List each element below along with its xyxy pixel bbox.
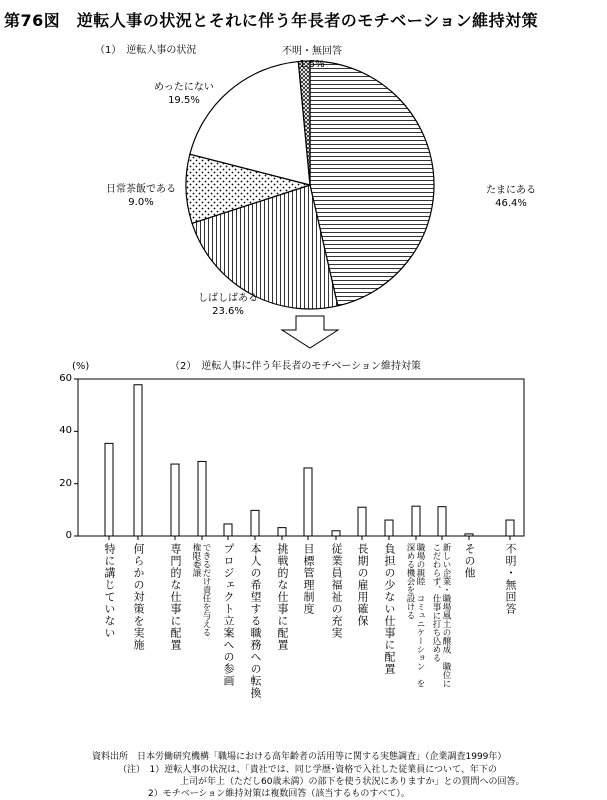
y-tick-label: 20 [59, 477, 72, 489]
pie-label-shibashiba [198, 292, 258, 318]
x-category-label [103, 543, 115, 639]
x-category-line: 深める機会を設ける [405, 543, 415, 620]
x-category-line: 何らかの対策を実施 [132, 543, 145, 651]
slice-label: 日常茶飯である [106, 184, 176, 195]
source-note: 資料出所 日本労働研究機構「職場における高年齢者の活用等に関する実態調査」（企業調査1999年） [92, 752, 507, 762]
x-category-label [383, 543, 395, 675]
slice-label: 不明・無回答 [282, 46, 342, 57]
bar-13 [465, 534, 473, 536]
slice-value: 1.5% [299, 59, 325, 70]
x-category-line: プロジェクト立案への参画 [222, 543, 235, 687]
slice-value: 19.5% [168, 95, 200, 106]
slice-value: 23.6% [212, 306, 244, 317]
bar-7 [304, 468, 312, 536]
x-category-label [431, 543, 451, 688]
x-category-line: 本人の希望する職務への転換 [249, 543, 262, 699]
x-category-line: 挑戦的な仕事に配置 [276, 543, 289, 651]
bar-2 [171, 464, 179, 536]
bar-10 [385, 520, 393, 536]
note-1a: （注） 1）逆転人事の状況は、「貴社では、同じ学歴･資格で入社した従業員について、年下の [118, 765, 497, 775]
slice-value: 9.0% [128, 197, 154, 208]
x-category-line: 特に講じていない [103, 543, 116, 639]
x-category-line: その他 [463, 543, 476, 579]
x-category-line: 専門的な仕事に配置 [169, 543, 182, 651]
pie-title: （1） 逆転人事の状況 [95, 45, 197, 56]
x-category-line: 長期の雇用確保 [356, 543, 369, 627]
x-category-label [222, 543, 234, 687]
bar-8 [332, 531, 340, 536]
x-category-label [276, 543, 288, 651]
bar-1 [134, 385, 142, 536]
bar-11 [412, 506, 420, 536]
bar-0 [105, 443, 113, 536]
x-category-label [504, 543, 516, 615]
slice-label: たまにある [486, 185, 536, 196]
bar-4 [224, 524, 232, 536]
y-tick-label: 60 [59, 373, 72, 384]
pie-label-fumei [282, 45, 342, 71]
x-category-label [405, 543, 425, 688]
x-category-line: こだわらず、仕事に打ち込める [431, 543, 441, 662]
x-category-label [169, 543, 181, 651]
x-category-label [249, 543, 261, 699]
x-category-line: できるだけ責任を与える [201, 543, 211, 637]
pie-chart [186, 61, 434, 309]
y-tick-label: 40 [59, 425, 72, 437]
x-category-line: 不明・無回答 [504, 543, 517, 615]
bar-chart-title: （2） 逆転人事に伴う年長者のモチベーション維持対策 [170, 361, 421, 372]
note-2: 2）モチベーション維持対策は複数回答（該当するものすべて）。 [148, 789, 410, 799]
x-category-line: 新しい企業・職場風土の醸成 職位に [441, 543, 451, 688]
x-category-label [191, 543, 211, 637]
slice-label: めったにない [154, 82, 214, 93]
bar-9 [358, 507, 366, 536]
x-category-line: 目標管理制度 [302, 543, 315, 615]
bar-chart [74, 379, 524, 540]
x-category-label [330, 543, 342, 639]
plot-frame [78, 379, 524, 536]
pie-label-nichijo [106, 183, 176, 209]
pie-label-tamani [486, 184, 536, 210]
bar-14 [506, 520, 514, 536]
bar-6 [278, 528, 286, 536]
pie-label-mettani [154, 81, 214, 107]
note-1b: 上司が年上（ただし60歳未満）の部下を使う状況にありますか」との質問への回答。 [180, 777, 525, 787]
x-category-label [132, 543, 144, 651]
x-category-line: 権限委譲 [191, 543, 201, 577]
x-category-label [463, 543, 475, 579]
slice-label: しばしばある [198, 293, 258, 304]
x-category-line: 職場の親睦 コミュニケーション を [415, 543, 425, 688]
x-category-label [356, 543, 368, 627]
down-arrow-icon [282, 316, 338, 348]
x-category-label [302, 543, 314, 615]
y-tick-label: 0 [65, 530, 72, 541]
bar-12 [438, 507, 446, 536]
figure-title: 第76図 逆転人事の状況とそれに伴う年長者のモチベーション維持対策 [4, 11, 539, 30]
y-axis-unit: (%) [72, 361, 90, 372]
x-category-line: 従業員福祉の充実 [330, 543, 343, 639]
x-category-line: 負担の少ない仕事に配置 [383, 543, 396, 675]
slice-value: 46.4% [495, 198, 527, 209]
bar-3 [198, 461, 206, 536]
bar-5 [251, 510, 259, 536]
